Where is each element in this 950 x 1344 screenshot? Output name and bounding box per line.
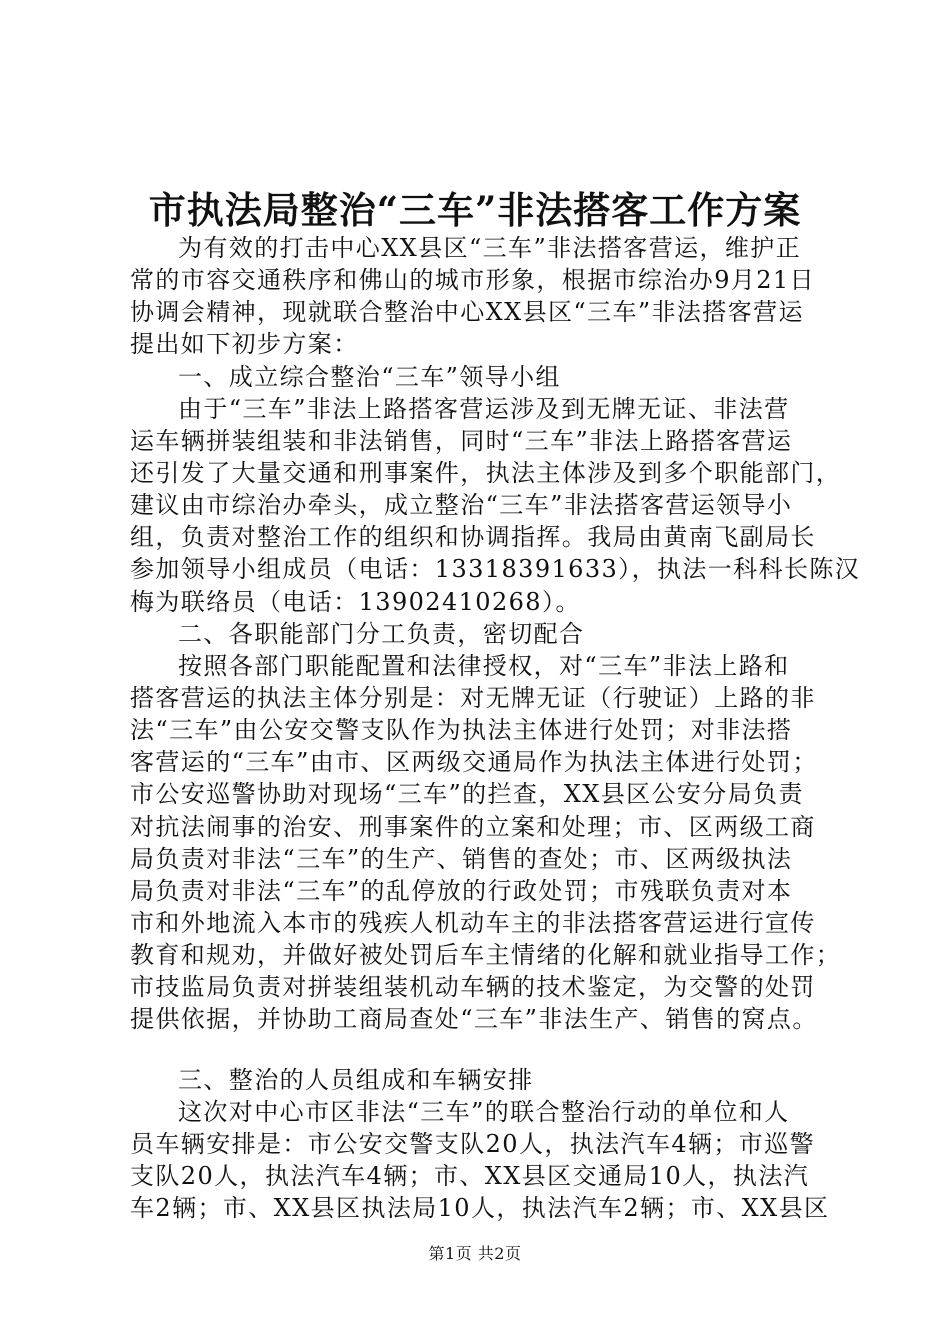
text-line: 提供依据，并协助工商局查处“三车”非法生产、销售的窝点。 — [130, 1005, 818, 1034]
text-line: 这次对中心市区非法“三车”的联合整治行动的单位和人 — [178, 1097, 790, 1126]
text-line: 还引发了大量交通和刑事案件，执法主体涉及到多个职能部门， — [130, 458, 842, 487]
text-line: 市技监局负责对拼装组装机动车辆的技术鉴定，为交警的处罚 — [130, 973, 816, 1002]
text-line: 对抗法闹事的治安、刑事案件的立案和处理；市、区两级工商 — [130, 812, 816, 841]
text-line: 运车辆拼装组装和非法销售，同时“三车”非法上路搭客营运 — [130, 426, 793, 455]
text-line: 局负责对非法“三车”的生产、销售的查处；市、区两级执法 — [130, 844, 793, 873]
text-line: 按照各部门职能配置和法律授权，对“三车”非法上路和 — [178, 651, 790, 680]
text-line: 搭客营运的执法主体分别是：对无牌无证（行驶证）上路的非 — [130, 683, 816, 712]
text-line: 参加领导小组成员（电话：13318391633），执法一科科长陈汉 — [130, 555, 861, 584]
blank-line — [130, 1036, 860, 1064]
text-line: 提出如下初步方案： — [130, 330, 359, 359]
text-line: 支队20人，执法汽车4辆；市、XX县区交通局10人，执法汽 — [130, 1161, 810, 1190]
text-line: 常的市容交通秩序和佛山的城市形象，根据市综治办9月21日 — [130, 266, 816, 295]
text-line: 协调会精神，现就联合整治中心XX县区“三车”非法搭客营运 — [130, 298, 804, 327]
text-line: 建议由市综治办牵头，成立整治“三车”非法搭客营运领导小 — [130, 491, 793, 520]
text-line: 法“三车”由公安交警支队作为执法主体进行处罚；对非法搭 — [130, 716, 793, 745]
text-line: 客营运的“三车”由市、区两级交通局作为执法主体进行处罚； — [130, 748, 818, 777]
text-line: 二、各职能部门分工负责，密切配合 — [178, 619, 585, 648]
text-line: 市和外地流入本市的残疾人机动车主的非法搭客营运进行宣传 — [130, 908, 816, 937]
document-body — [130, 232, 860, 1224]
text-line: 局负责对非法“三车”的乱停放的行政处罚；市残联负责对本 — [130, 876, 793, 905]
text-line: 车2辆；市、XX县区执法局10人，执法汽车2辆；市、XX县区 — [130, 1194, 830, 1223]
text-line: 教育和规劝，并做好被处罚后车主情绪的化解和就业指导工作； — [130, 941, 842, 970]
text-line: 一、成立综合整治“三车”领导小组 — [178, 362, 561, 391]
text-line: 市公安巡警协助对现场“三车”的拦查，XX县区公安分局负责 — [130, 780, 804, 809]
text-line: 三、整治的人员组成和车辆安排 — [178, 1065, 534, 1094]
text-line: 梅为联络员（电话：13902410268）。 — [130, 587, 581, 616]
text-line: 员车辆安排是：市公安交警支队20人，执法汽车4辆；市巡警 — [130, 1129, 816, 1158]
text-line: 组，负责对整治工作的组织和协调指挥。我局由黄南飞副局长 — [130, 523, 816, 552]
text-line: 为有效的打击中心XX县区“三车”非法搭客营运，维护正 — [178, 234, 802, 262]
page-footer: 第1页 共2页 — [428, 1244, 522, 1263]
document-title: 市执法局整治“三车”非法搭客工作方案 — [148, 188, 802, 232]
text-line: 由于“三车”非法上路搭客营运涉及到无牌无证、非法营 — [178, 394, 790, 423]
